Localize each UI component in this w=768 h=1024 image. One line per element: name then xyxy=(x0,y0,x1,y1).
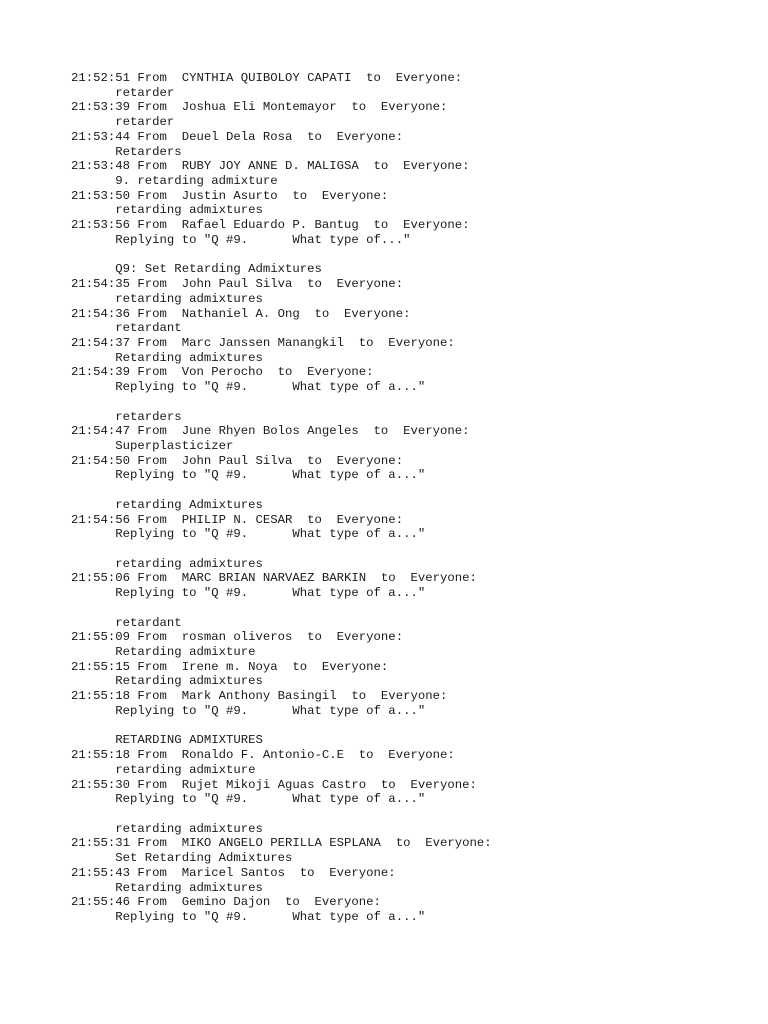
chat-message-text: Replying to "Q #9. What type of a..." xyxy=(71,380,426,395)
chat-message-header: 21:54:39 From Von Perocho to Everyone: xyxy=(71,365,374,380)
chat-message-text: retarders xyxy=(71,409,182,424)
chat-message-text: Retarding admixtures xyxy=(71,880,263,895)
chat-message-text: Set Retarding Admixtures xyxy=(71,851,293,866)
blank-line xyxy=(71,601,731,616)
chat-message-header: 21:55:15 From Irene m. Noya to Everyone: xyxy=(71,659,389,674)
chat-message-header: 21:53:56 From Rafael Eduardo P. Bantug to Everyone: xyxy=(71,218,470,233)
chat-message-text: Retarding admixtures xyxy=(71,350,263,365)
chat-message-text: Q9: Set Retarding Admixtures xyxy=(71,262,322,277)
chat-message-text: retarding admixture xyxy=(71,762,256,777)
chat-message-header: 21:54:37 From Marc Janssen Manangkil to Everyone: xyxy=(71,335,455,350)
chat-message-header: 21:55:06 From MARC BRIAN NARVAEZ BARKIN to Everyone: xyxy=(71,571,477,586)
chat-message-header: 21:54:50 From John Paul Silva to Everyone: xyxy=(71,453,404,468)
chat-message-text: retardant xyxy=(71,615,182,630)
chat-message-text: retarding admixtures xyxy=(71,556,263,571)
chat-message-text: Superplasticizer xyxy=(71,438,234,453)
chat-message-header: 21:53:39 From Joshua Eli Montemayor to Everyone: xyxy=(71,100,448,115)
chat-message-text: retarding admixtures xyxy=(71,291,263,306)
chat-message-header: 21:53:50 From Justin Asurto to Everyone: xyxy=(71,188,389,203)
chat-transcript xyxy=(71,71,731,925)
chat-message-text: Replying to "Q #9. What type of..." xyxy=(71,232,411,247)
chat-message-header: 21:55:43 From Maricel Santos to Everyone: xyxy=(71,865,396,880)
chat-message-header: 21:55:46 From Gemino Dajon to Everyone: xyxy=(71,895,381,910)
chat-message-text: Replying to "Q #9. What type of a..." xyxy=(71,468,426,483)
chat-message-header: 21:54:56 From PHILIP N. CESAR to Everyone: xyxy=(71,512,404,527)
blank-line xyxy=(71,248,731,263)
chat-message-header: 21:53:48 From RUBY JOY ANNE D. MALIGSA to Everyone: xyxy=(71,159,470,174)
chat-message-text: retarding admixtures xyxy=(71,821,263,836)
chat-message-header: 21:53:44 From Deuel Dela Rosa to Everyone: xyxy=(71,129,404,144)
chat-message-text: Replying to "Q #9. What type of a..." xyxy=(71,792,426,807)
blank-line xyxy=(71,483,731,498)
chat-message-header: 21:54:35 From John Paul Silva to Everyone: xyxy=(71,277,404,292)
blank-line xyxy=(71,395,731,410)
blank-line xyxy=(71,542,731,557)
chat-message-text: retardant xyxy=(71,321,182,336)
chat-message-text: Replying to "Q #9. What type of a..." xyxy=(71,586,426,601)
chat-message-header: 21:55:09 From rosman oliveros to Everyone: xyxy=(71,630,404,645)
chat-message-text: Retarding admixture xyxy=(71,645,256,660)
chat-message-header: 21:54:36 From Nathaniel A. Ong to Everyone: xyxy=(71,306,411,321)
chat-message-text: RETARDING ADMIXTURES xyxy=(71,733,263,748)
chat-message-header: 21:55:18 From Ronaldo F. Antonio-C.E to Everyone: xyxy=(71,748,455,763)
chat-message-text: retarder xyxy=(71,115,175,130)
chat-message-text: Replying to "Q #9. What type of a..." xyxy=(71,527,426,542)
chat-message-text: retarding Admixtures xyxy=(71,497,263,512)
chat-message-text: Retarders xyxy=(71,144,182,159)
blank-line xyxy=(71,807,731,822)
chat-message-text: Retarding admixtures xyxy=(71,674,263,689)
chat-message-header: 21:55:31 From MIKO ANGELO PERILLA ESPLANA to Everyone: xyxy=(71,836,492,851)
chat-message-header: 21:55:18 From Mark Anthony Basingil to Everyone: xyxy=(71,689,448,704)
chat-message-header: 21:52:51 From CYNTHIA QUIBOLOY CAPATI to Everyone: xyxy=(71,71,463,85)
chat-message-text: retarder xyxy=(71,85,175,100)
chat-message-text: Replying to "Q #9. What type of a..." xyxy=(71,909,426,924)
chat-message-text: 9. retarding admixture xyxy=(71,174,278,189)
chat-message-text: retarding admixtures xyxy=(71,203,263,218)
chat-message-text: Replying to "Q #9. What type of a..." xyxy=(71,703,426,718)
chat-message-header: 21:55:30 From Rujet Mikoji Aguas Castro to Everyone: xyxy=(71,777,477,792)
blank-line xyxy=(71,719,731,734)
chat-message-header: 21:54:47 From June Rhyen Bolos Angeles to Everyone: xyxy=(71,424,470,439)
